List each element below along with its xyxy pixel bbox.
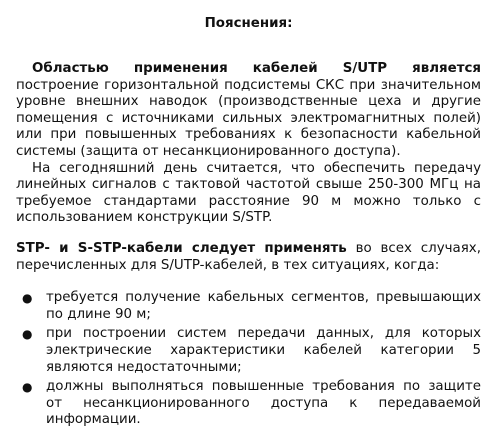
paragraph-scope-bold: Областью применения кабелей S/UTP является bbox=[32, 61, 481, 76]
paragraph-stp-text: во всех случаях, перечисленных для S/UTP-кабелей, в тех ситуациях, когда: bbox=[16, 240, 481, 273]
paragraph-frequency: На сегодняшний день считается, что обеспечить передачу линейных сигналов с тактовой частотой свыше 250-300 МГц на требуемое стандартами расстояние 90 м можно только с использованием конструкции S/STP. bbox=[16, 160, 481, 226]
paragraph-stp-bold: STP- и S-STP-кабели следует применять bbox=[16, 240, 347, 256]
list-item bbox=[16, 290, 481, 323]
paragraph-stp bbox=[16, 241, 481, 274]
list-item-text: должны выполняться повышенные требования по защите от несанкционированного доступа к передаваемой информации. bbox=[46, 379, 481, 428]
bullet-icon: ● bbox=[22, 380, 33, 395]
paragraph-scope bbox=[16, 61, 481, 161]
bullet-icon: ● bbox=[22, 327, 33, 342]
list-item-text: при построении систем передачи данных, для которых электрические характеристики кабелей категории 5 являются недостаточными; bbox=[46, 326, 481, 375]
document-page bbox=[16, 0, 481, 432]
list-item-text: требуется получение кабельных сегментов, превышающих по длине 90 м; bbox=[46, 290, 481, 322]
bullet-icon: ● bbox=[22, 291, 33, 306]
list-item bbox=[16, 326, 481, 376]
list-item bbox=[16, 379, 481, 429]
document-title: Пояснения: bbox=[204, 16, 293, 31]
paragraph-scope-text: построение горизонтальной подсистемы СКС при значительном уровне внешних наводок (производственные цеха и другие помещения с источниками сильных электромагнитных полей) или при повышенных требованиях к безопасности кабельной системы (защита от несанкционированного доступа). bbox=[16, 77, 481, 159]
conditions-list bbox=[16, 290, 481, 429]
